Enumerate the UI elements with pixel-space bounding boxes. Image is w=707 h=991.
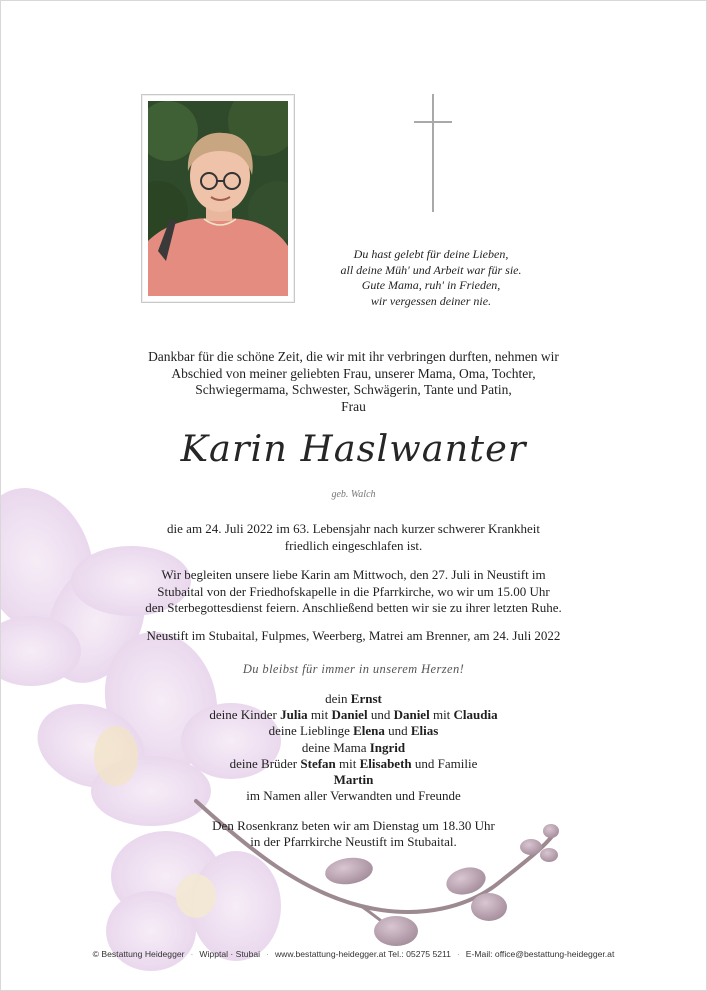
intro-text	[101, 349, 606, 415]
intro-line: Abschied von meiner geliebten Frau, unserer Mama, Oma, Tochter,	[171, 365, 536, 381]
poem-line: Gute Mama, ruh' in Frieden,	[361, 278, 501, 292]
death-line: die am 24. Juli 2022 im 63. Lebensjahr nach kurzer schwerer Krankheit	[167, 521, 540, 536]
mourner-name: Julia	[280, 707, 308, 723]
mourner-name: Daniel	[393, 707, 430, 723]
mourner-name: Ingrid	[369, 739, 406, 755]
portrait-photo	[148, 101, 288, 296]
mourner-line: dein Ernst	[325, 691, 382, 706]
mourner-line: deine Brüder Stefan mit Elisabeth und Familie	[229, 755, 478, 771]
place-date	[81, 628, 626, 645]
maiden-name: geb. Walch	[331, 489, 376, 500]
portrait-frame	[141, 94, 295, 303]
mourner-line: deine Kinder Julia mit Daniel und Daniel mit Claudia	[209, 707, 498, 723]
footer-email[interactable]: E-Mail: office@bestattung-heidegger.at	[465, 949, 615, 959]
death-notice	[81, 521, 626, 554]
mourner-name: Claudia	[453, 707, 498, 723]
funeral-line: Wir begleiten unsere liebe Karin am Mittwoch, den 27. Juli in Neustift im	[161, 567, 546, 582]
deceased-name: Karin Haslwanter	[180, 429, 527, 470]
rosary-notice	[121, 818, 586, 850]
mourner-name: Elena	[353, 723, 385, 739]
mourner-name: Martin	[333, 772, 374, 788]
funeral-line: den Sterbegottesdienst feiern. Anschließend betten wir sie zu ihrer letzten Ruhe.	[145, 600, 562, 615]
rosary-line: Den Rosenkranz beten wir am Dienstag um 18.30 Uhr	[212, 818, 495, 833]
poem-line: wir vergessen deiner nie.	[370, 293, 492, 308]
mourner-name: Elisabeth	[359, 755, 412, 771]
death-line: friedlich eingeschlafen ist.	[284, 537, 423, 553]
footer-website-phone[interactable]: www.bestattung-heidegger.at Tel.: 05275 5211	[274, 949, 451, 959]
rosary-line: in der Pfarrkirche Neustift im Stubaital.	[250, 834, 457, 850]
mourner-name: Elias	[410, 723, 439, 739]
intro-line: Frau	[341, 398, 366, 414]
mourner-name: Stefan	[300, 755, 336, 771]
intro-line: Schwiegermama, Schwester, Schwägerin, Tante und Patin,	[195, 382, 512, 397]
mourner-line: im Namen aller Verwandten und Freunde	[246, 788, 461, 804]
poem-line: Du hast gelebt für deine Lieben,	[353, 247, 509, 261]
place-date-line: Neustift im Stubaital, Fulpmes, Weerberg, Matrei am Brenner, am 24. Juli 2022	[146, 628, 561, 643]
cross-icon	[414, 94, 454, 212]
mourner-name: Daniel	[331, 707, 368, 723]
intro-line: Dankbar für die schöne Zeit, die wir mit ihr verbringen durften, nehmen wir	[148, 349, 559, 364]
mourners-list	[121, 691, 586, 804]
mourner-line: deine Lieblinge Elena und Elias	[268, 723, 439, 739]
poem-line: all deine Müh' und Arbeit war für sie.	[340, 262, 522, 277]
funeral-line: Stubaital von der Friedhofskapelle in die Pfarrkirche, wo wir um 15.00 Uhr	[157, 583, 550, 599]
mourner-line: deine Mama Ingrid	[301, 739, 406, 755]
mourner-name: Ernst	[350, 691, 382, 706]
mourner-line	[121, 772, 586, 788]
footer-location: Wipptal · Stubai	[199, 949, 261, 959]
poem	[301, 247, 561, 309]
memorial-phrase: Du bleibst für immer in unserem Herzen!	[242, 662, 465, 676]
footer: © Bestattung Heidegger · Wipptal · Stubai · www.bestattung-heidegger.at Tel.: 05275 5211 · E-Mail: office@bestattung-heidegger.at	[92, 949, 615, 959]
footer-company: © Bestattung Heidegger	[92, 949, 185, 959]
funeral-notice	[81, 567, 626, 617]
